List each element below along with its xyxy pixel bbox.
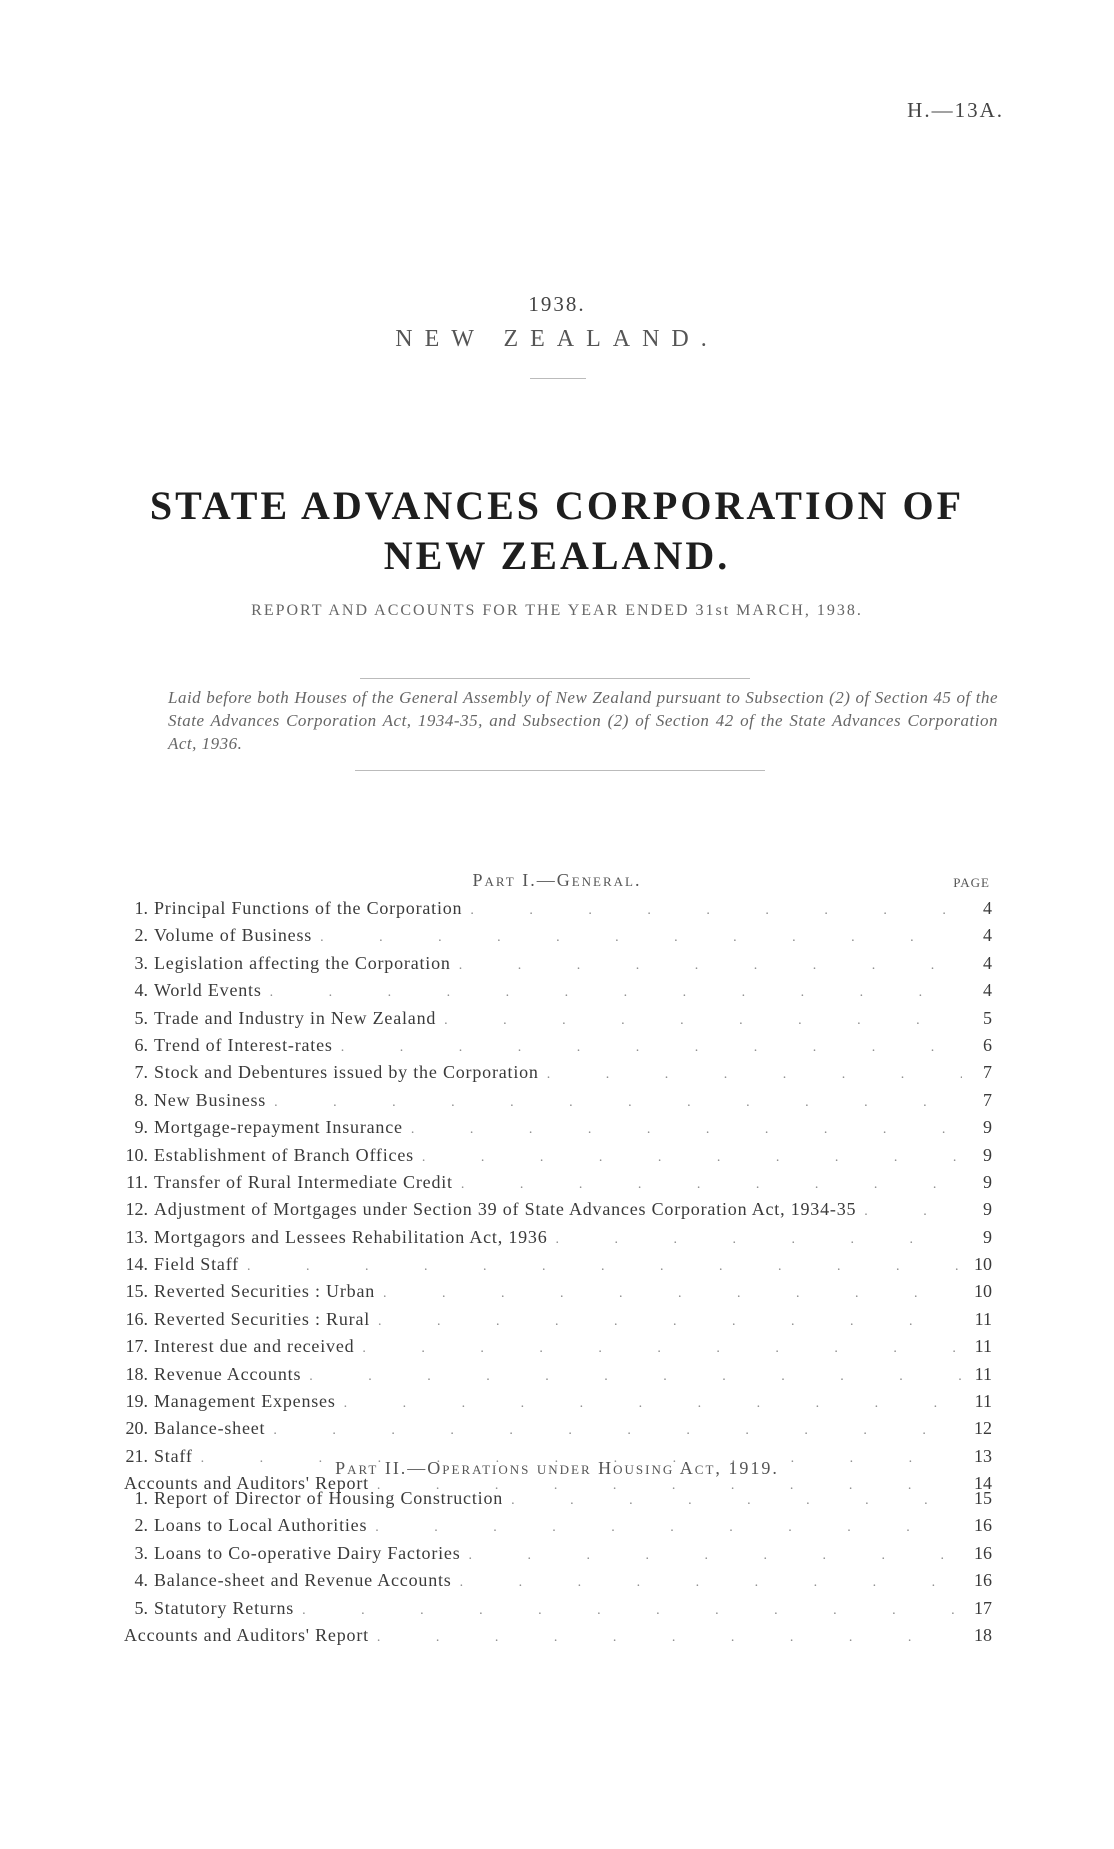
laid-before-statement: Laid before both Houses of the General Assembly of New Zealand pursuant to Subsection (2) of Section 45 of the State Advances Corporation Act, 1934-35, and Subsection (2) of Section 42 of the State Advances Corporation Act, 1936. — [168, 688, 998, 753]
dot-leader — [375, 1520, 962, 1536]
toc-entry-number: 21. — [125, 1445, 148, 1466]
dot-leader — [378, 1314, 962, 1330]
toc-entry — [124, 1364, 992, 1391]
part-2-contents — [124, 1488, 992, 1652]
toc-entry-number: 6. — [134, 1034, 148, 1055]
toc-entry-page: 5 — [983, 1007, 992, 1028]
toc-entry-number: 5. — [134, 1007, 148, 1028]
toc-entry-number: 12. — [125, 1199, 148, 1220]
part-2-heading: Part II.—Operations under Housing Act, 1919. — [335, 1458, 779, 1478]
toc-entry-number: 13. — [125, 1226, 148, 1247]
dot-leader — [377, 1630, 962, 1646]
toc-entry-title: Transfer of Rural Intermediate Credit — [154, 1171, 453, 1192]
toc-entry-title: Revenue Accounts — [154, 1363, 302, 1384]
toc-entry-page: 9 — [983, 1199, 992, 1220]
toc-entry-number: 1. — [134, 1488, 148, 1508]
toc-entry-title: Reverted Securities : Rural — [154, 1308, 371, 1329]
toc-entry-title: Trade and Industry in New Zealand — [154, 1007, 437, 1028]
dot-leader — [247, 1259, 962, 1275]
divider — [360, 678, 750, 679]
dot-leader — [459, 958, 962, 974]
dot-leader — [556, 1232, 962, 1248]
dot-leader — [422, 1150, 962, 1166]
toc-entry — [124, 1090, 992, 1117]
dot-leader — [344, 1396, 962, 1412]
dot-leader — [270, 985, 962, 1001]
toc-entry-page: 10 — [974, 1281, 992, 1302]
toc-entry-page: 4 — [983, 898, 992, 918]
main-title-line-2: NEW ZEALAND. — [383, 533, 731, 578]
dot-leader — [383, 1286, 962, 1302]
toc-entry-title: Accounts and Auditors' Report — [124, 1624, 369, 1645]
toc-entry — [124, 1254, 992, 1281]
toc-entry-page: 18 — [974, 1624, 992, 1645]
part-1-contents — [124, 898, 992, 1501]
toc-entry-page: 15 — [974, 1488, 992, 1508]
toc-entry-number: 11. — [126, 1171, 148, 1192]
toc-entry-number: 5. — [134, 1597, 148, 1618]
toc-entry — [124, 1391, 992, 1418]
toc-entry-title: Report of Director of Housing Construction — [154, 1488, 504, 1508]
toc-entry-number: 9. — [134, 1117, 148, 1138]
toc-entry — [124, 1515, 992, 1542]
dot-leader — [864, 1204, 962, 1220]
country-heading: NEW ZEALAND. — [395, 326, 719, 352]
toc-entry — [124, 1062, 992, 1089]
toc-entry-title: Statutory Returns — [154, 1597, 295, 1618]
toc-entry — [124, 1543, 992, 1570]
toc-entry-page: 6 — [983, 1034, 992, 1055]
toc-entry-title: New Business — [154, 1089, 267, 1110]
part-1-heading: Part I.—General. — [472, 870, 642, 890]
toc-entry — [124, 1199, 992, 1226]
toc-entry-number: 2. — [134, 925, 148, 946]
toc-entry-number: 4. — [134, 980, 148, 1001]
toc-entry-page: 11 — [974, 1336, 992, 1357]
toc-entry-page: 16 — [974, 1515, 992, 1536]
toc-entry-title: Volume of Business — [154, 925, 313, 946]
toc-entry-number: 7. — [134, 1062, 148, 1083]
toc-entry-title: Stock and Debentures issued by the Corporation — [154, 1062, 539, 1083]
toc-entry — [124, 1336, 992, 1363]
toc-entry — [124, 1227, 992, 1254]
toc-entry-title: Adjustment of Mortgages under Section 39 of State Advances Corporation Act, 1934-35 — [154, 1199, 857, 1220]
toc-entry-title: World Events — [154, 980, 262, 1001]
dot-leader — [469, 1548, 962, 1564]
toc-entry-page: 12 — [974, 1418, 992, 1439]
toc-entry-page: 13 — [974, 1445, 992, 1466]
dot-leader — [341, 1040, 962, 1056]
toc-entry-number: 19. — [125, 1391, 148, 1412]
toc-entry-page: 10 — [974, 1254, 992, 1275]
toc-entry-number: 16. — [125, 1308, 148, 1329]
toc-entry-number: 3. — [134, 952, 148, 973]
toc-entry — [124, 1309, 992, 1336]
toc-entry — [124, 1145, 992, 1172]
toc-entry-number: 17. — [125, 1336, 148, 1357]
dot-leader — [547, 1067, 962, 1083]
dot-leader — [302, 1603, 962, 1619]
toc-entry-page: 7 — [983, 1062, 992, 1083]
dot-leader — [274, 1095, 962, 1111]
toc-entry-page: 14 — [974, 1473, 992, 1494]
toc-entry — [124, 925, 992, 952]
toc-entry-title: Mortgage-repayment Insurance — [154, 1117, 403, 1138]
toc-entry — [124, 953, 992, 980]
dot-leader — [470, 903, 962, 919]
toc-entry-number: 20. — [125, 1418, 148, 1439]
dot-leader — [362, 1341, 962, 1357]
toc-entry-title: Legislation affecting the Corporation — [154, 952, 451, 973]
toc-entry-title: Loans to Co-operative Dairy Factories — [154, 1542, 461, 1563]
toc-entry-title: Interest due and received — [154, 1336, 355, 1357]
dot-leader — [511, 1493, 962, 1509]
toc-entry — [124, 1117, 992, 1144]
toc-entry-title: Principal Functions of the Corporation — [154, 898, 463, 918]
toc-entry-page: 4 — [983, 980, 992, 1001]
toc-entry-number: 18. — [125, 1363, 148, 1384]
toc-entry-number: 8. — [134, 1089, 148, 1110]
toc-entry-title: Accounts and Auditors' Report — [124, 1473, 369, 1494]
dot-leader — [460, 1575, 962, 1591]
toc-entry-page: 16 — [974, 1570, 992, 1591]
main-title-line-1: STATE ADVANCES CORPORATION OF — [149, 483, 965, 528]
divider — [355, 770, 765, 771]
toc-entry-page: 11 — [974, 1308, 992, 1329]
dot-leader — [444, 1013, 962, 1029]
toc-entry-title: Field Staff — [154, 1254, 239, 1275]
toc-entry-title: Management Expenses — [154, 1391, 336, 1412]
toc-entry — [124, 1570, 992, 1597]
toc-entry — [124, 1172, 992, 1199]
toc-entry-page: 11 — [974, 1363, 992, 1384]
toc-entry-number: 1. — [134, 898, 148, 918]
toc-entry-page: 16 — [974, 1542, 992, 1563]
toc-entry-page: 9 — [983, 1171, 992, 1192]
dot-leader — [320, 930, 962, 946]
toc-entry-page: 11 — [974, 1391, 992, 1412]
document-year: 1938. — [528, 292, 586, 316]
toc-entry — [124, 1418, 992, 1445]
dot-leader — [461, 1177, 962, 1193]
toc-entry-number: 10. — [125, 1144, 148, 1165]
toc-entry-number: 3. — [134, 1542, 148, 1563]
toc-entry-number: 14. — [125, 1254, 148, 1275]
divider — [530, 378, 586, 379]
toc-entry-title: Balance-sheet and Revenue Accounts — [154, 1570, 452, 1591]
dot-leader — [273, 1423, 962, 1439]
toc-entry-page: 4 — [983, 925, 992, 946]
toc-entry-page: 9 — [983, 1117, 992, 1138]
page-column-label: PAGE — [953, 875, 990, 890]
toc-entry-number: 4. — [134, 1570, 148, 1591]
toc-entry-title: Balance-sheet — [154, 1418, 266, 1439]
toc-entry-page: 7 — [983, 1089, 992, 1110]
toc-entry — [124, 980, 992, 1007]
toc-entry-title: Staff — [154, 1445, 193, 1466]
toc-entry — [124, 1488, 992, 1515]
report-subtitle: REPORT AND ACCOUNTS FOR THE YEAR ENDED 31st MARCH, 1938. — [251, 602, 863, 619]
toc-entry-title: Loans to Local Authorities — [154, 1515, 368, 1536]
toc-entry-title: Establishment of Branch Offices — [154, 1144, 414, 1165]
toc-entry-page: 9 — [983, 1226, 992, 1247]
toc-entry-title: Reverted Securities : Urban — [154, 1281, 376, 1302]
toc-entry-page: 17 — [974, 1597, 992, 1618]
toc-entry-number: 2. — [134, 1515, 148, 1536]
dot-leader — [411, 1122, 962, 1138]
toc-entry-page: 9 — [983, 1144, 992, 1165]
toc-entry — [124, 1035, 992, 1062]
toc-entry — [124, 898, 992, 925]
toc-entry-title: Mortgagors and Lessees Rehabilitation Act, 1936 — [154, 1226, 548, 1247]
document-reference: H.—13A. — [907, 98, 1004, 122]
toc-entry-page: 4 — [983, 952, 992, 973]
toc-entry — [124, 1281, 992, 1308]
toc-entry — [124, 1008, 992, 1035]
dot-leader — [309, 1369, 962, 1385]
toc-entry-title: Trend of Interest-rates — [154, 1034, 333, 1055]
toc-entry-number: 15. — [125, 1281, 148, 1302]
toc-entry — [124, 1598, 992, 1625]
toc-entry — [124, 1625, 992, 1652]
